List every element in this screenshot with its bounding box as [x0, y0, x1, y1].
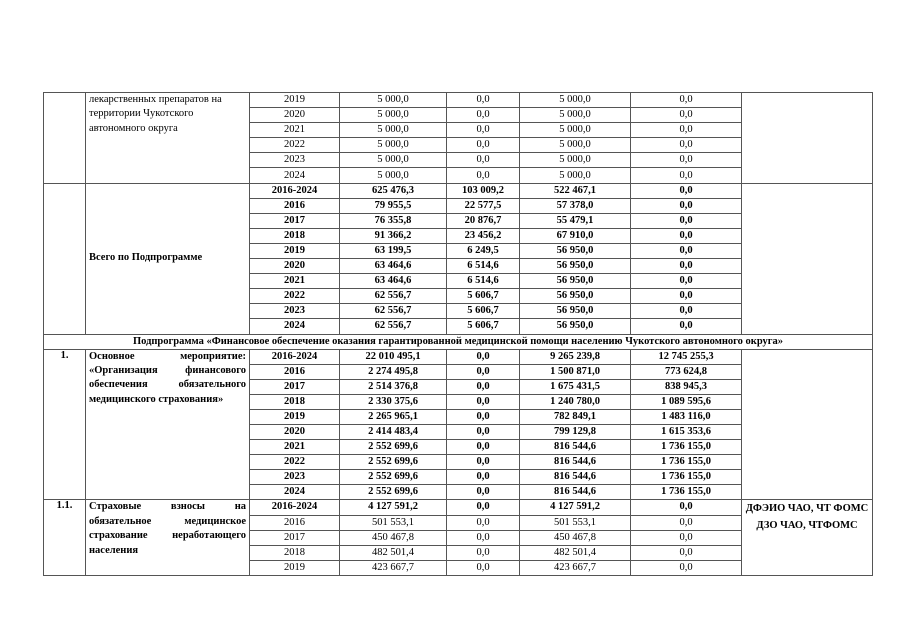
- year-cell: 2019: [250, 243, 340, 258]
- year-cell: 2024: [250, 168, 340, 183]
- year-cell: 2017: [250, 530, 340, 545]
- regional-cell: 5 000,0: [520, 168, 631, 183]
- activity-name-cell: Всего по Подпрограмме: [86, 183, 250, 334]
- federal-cell: 0,0: [447, 560, 520, 575]
- year-cell: 2018: [250, 545, 340, 560]
- federal-cell: 0,0: [447, 409, 520, 424]
- year-cell: 2020: [250, 108, 340, 123]
- subprogram-header-row: [44, 334, 873, 349]
- responsible-executor-cell: [742, 349, 873, 500]
- regional-cell: 816 544,6: [520, 455, 631, 470]
- federal-cell: 0,0: [447, 500, 520, 515]
- federal-cell: 0,0: [447, 545, 520, 560]
- regional-cell: 5 000,0: [520, 93, 631, 108]
- year-cell: 2020: [250, 424, 340, 439]
- total-cell: 2 265 965,1: [340, 409, 447, 424]
- budget-table: [43, 92, 873, 576]
- federal-cell: 6 249,5: [447, 243, 520, 258]
- regional-cell: 9 265 239,8: [520, 349, 631, 364]
- responsible-executor-text: ДФЭИО ЧАО, ЧТ ФОМС: [745, 503, 869, 515]
- other-cell: 0,0: [631, 228, 742, 243]
- total-cell: 63 464,6: [340, 274, 447, 289]
- total-cell: 2 514 376,8: [340, 379, 447, 394]
- year-cell: 2019: [250, 560, 340, 575]
- federal-cell: 0,0: [447, 364, 520, 379]
- total-cell: 482 501,4: [340, 545, 447, 560]
- year-cell: 2018: [250, 228, 340, 243]
- total-cell: 2 552 699,6: [340, 470, 447, 485]
- federal-cell: 20 876,7: [447, 213, 520, 228]
- other-cell: 0,0: [631, 319, 742, 334]
- responsible-executor-cell: [742, 500, 873, 575]
- regional-cell: 56 950,0: [520, 274, 631, 289]
- total-cell: 625 476,3: [340, 183, 447, 198]
- year-cell: 2021: [250, 440, 340, 455]
- total-cell: 5 000,0: [340, 108, 447, 123]
- total-cell: 5 000,0: [340, 123, 447, 138]
- total-cell: 62 556,7: [340, 304, 447, 319]
- table-row: [44, 93, 873, 108]
- regional-cell: 4 127 591,2: [520, 500, 631, 515]
- total-cell: 79 955,5: [340, 198, 447, 213]
- row-number-cell: 1.: [44, 349, 86, 500]
- other-cell: 0,0: [631, 530, 742, 545]
- regional-cell: 56 950,0: [520, 289, 631, 304]
- other-cell: 1 483 116,0: [631, 409, 742, 424]
- responsible-executor-cell: [742, 93, 873, 184]
- table-row: [44, 500, 873, 515]
- other-cell: 0,0: [631, 93, 742, 108]
- other-cell: 0,0: [631, 289, 742, 304]
- regional-cell: 56 950,0: [520, 259, 631, 274]
- federal-cell: 0,0: [447, 93, 520, 108]
- year-cell: 2016: [250, 198, 340, 213]
- other-cell: 0,0: [631, 108, 742, 123]
- year-cell: 2016-2024: [250, 500, 340, 515]
- federal-cell: 0,0: [447, 455, 520, 470]
- regional-cell: 816 544,6: [520, 440, 631, 455]
- total-cell: 62 556,7: [340, 319, 447, 334]
- federal-cell: 0,0: [447, 515, 520, 530]
- other-cell: 0,0: [631, 304, 742, 319]
- other-cell: 0,0: [631, 545, 742, 560]
- federal-cell: 0,0: [447, 470, 520, 485]
- total-cell: 2 274 495,8: [340, 364, 447, 379]
- regional-cell: 799 129,8: [520, 424, 631, 439]
- other-cell: 0,0: [631, 138, 742, 153]
- federal-cell: 0,0: [447, 424, 520, 439]
- other-cell: 1 089 595,6: [631, 394, 742, 409]
- other-cell: 0,0: [631, 153, 742, 168]
- regional-cell: 1 240 780,0: [520, 394, 631, 409]
- other-cell: 0,0: [631, 515, 742, 530]
- subprogram-title: Подпрограмма «Финансовое обеспечение оказания гарантированной медицинской помощи населению Чукотского автономного округа»: [44, 334, 873, 349]
- regional-cell: 501 553,1: [520, 515, 631, 530]
- federal-cell: 0,0: [447, 108, 520, 123]
- year-cell: 2019: [250, 409, 340, 424]
- other-cell: 0,0: [631, 198, 742, 213]
- total-cell: 450 467,8: [340, 530, 447, 545]
- other-cell: 0,0: [631, 213, 742, 228]
- other-cell: 0,0: [631, 500, 742, 515]
- regional-cell: 423 667,7: [520, 560, 631, 575]
- year-cell: 2016-2024: [250, 183, 340, 198]
- year-cell: 2016: [250, 364, 340, 379]
- year-cell: 2022: [250, 289, 340, 304]
- regional-cell: 57 378,0: [520, 198, 631, 213]
- total-cell: 5 000,0: [340, 138, 447, 153]
- total-cell: 63 199,5: [340, 243, 447, 258]
- year-cell: 2016-2024: [250, 349, 340, 364]
- federal-cell: 6 514,6: [447, 259, 520, 274]
- federal-cell: 5 606,7: [447, 289, 520, 304]
- other-cell: 0,0: [631, 183, 742, 198]
- table-row: [44, 183, 873, 198]
- federal-cell: 0,0: [447, 485, 520, 500]
- federal-cell: 103 009,2: [447, 183, 520, 198]
- federal-cell: 0,0: [447, 394, 520, 409]
- federal-cell: 0,0: [447, 168, 520, 183]
- other-cell: 1 736 155,0: [631, 485, 742, 500]
- regional-cell: 5 000,0: [520, 123, 631, 138]
- year-cell: 2021: [250, 274, 340, 289]
- total-cell: 2 552 699,6: [340, 440, 447, 455]
- federal-cell: 0,0: [447, 123, 520, 138]
- federal-cell: 0,0: [447, 379, 520, 394]
- regional-cell: 5 000,0: [520, 153, 631, 168]
- year-cell: 2017: [250, 379, 340, 394]
- regional-cell: 56 950,0: [520, 319, 631, 334]
- regional-cell: 56 950,0: [520, 304, 631, 319]
- total-cell: 5 000,0: [340, 168, 447, 183]
- budget-table-body: [44, 93, 873, 576]
- other-cell: 0,0: [631, 560, 742, 575]
- year-cell: 2018: [250, 394, 340, 409]
- total-cell: 22 010 495,1: [340, 349, 447, 364]
- year-cell: 2023: [250, 304, 340, 319]
- regional-cell: 67 910,0: [520, 228, 631, 243]
- activity-name-cell: Основное мероприятие: «Организация финансового обеспечения обязательного медицинского страхования»: [86, 349, 250, 500]
- responsible-executor-text: ДЗО ЧАО, ЧТФОМС: [756, 520, 858, 532]
- regional-cell: 1 675 431,5: [520, 379, 631, 394]
- total-cell: 4 127 591,2: [340, 500, 447, 515]
- federal-cell: 6 514,6: [447, 274, 520, 289]
- total-cell: 63 464,6: [340, 259, 447, 274]
- year-cell: 2022: [250, 138, 340, 153]
- total-cell: 91 366,2: [340, 228, 447, 243]
- total-cell: 76 355,8: [340, 213, 447, 228]
- total-cell: 2 414 483,4: [340, 424, 447, 439]
- year-cell: 2021: [250, 123, 340, 138]
- activity-name-cell: Страховые взносы на обязательное медицинское страхование неработающего населения: [86, 500, 250, 575]
- total-cell: 501 553,1: [340, 515, 447, 530]
- federal-cell: 22 577,5: [447, 198, 520, 213]
- row-number-cell: [44, 93, 86, 184]
- regional-cell: 5 000,0: [520, 108, 631, 123]
- federal-cell: 0,0: [447, 153, 520, 168]
- regional-cell: 5 000,0: [520, 138, 631, 153]
- regional-cell: 55 479,1: [520, 213, 631, 228]
- total-cell: 2 552 699,6: [340, 455, 447, 470]
- other-cell: 0,0: [631, 243, 742, 258]
- regional-cell: 482 501,4: [520, 545, 631, 560]
- other-cell: 12 745 255,3: [631, 349, 742, 364]
- other-cell: 1 736 155,0: [631, 455, 742, 470]
- other-cell: 773 624,8: [631, 364, 742, 379]
- row-number-cell: [44, 183, 86, 334]
- responsible-executor-cell: [742, 183, 873, 334]
- year-cell: 2016: [250, 515, 340, 530]
- total-cell: 2 330 375,6: [340, 394, 447, 409]
- federal-cell: 23 456,2: [447, 228, 520, 243]
- federal-cell: 5 606,7: [447, 304, 520, 319]
- other-cell: 0,0: [631, 123, 742, 138]
- total-cell: 2 552 699,6: [340, 485, 447, 500]
- regional-cell: 522 467,1: [520, 183, 631, 198]
- total-cell: 62 556,7: [340, 289, 447, 304]
- federal-cell: 0,0: [447, 530, 520, 545]
- federal-cell: 0,0: [447, 440, 520, 455]
- year-cell: 2024: [250, 485, 340, 500]
- regional-cell: 450 467,8: [520, 530, 631, 545]
- row-number-cell: 1.1.: [44, 500, 86, 575]
- year-cell: 2020: [250, 259, 340, 274]
- other-cell: 1 736 155,0: [631, 470, 742, 485]
- federal-cell: 5 606,7: [447, 319, 520, 334]
- year-cell: 2023: [250, 153, 340, 168]
- regional-cell: 816 544,6: [520, 485, 631, 500]
- year-cell: 2017: [250, 213, 340, 228]
- other-cell: 0,0: [631, 168, 742, 183]
- other-cell: 1 615 353,6: [631, 424, 742, 439]
- total-cell: 423 667,7: [340, 560, 447, 575]
- regional-cell: 1 500 871,0: [520, 364, 631, 379]
- regional-cell: 782 849,1: [520, 409, 631, 424]
- year-cell: 2024: [250, 319, 340, 334]
- other-cell: 0,0: [631, 274, 742, 289]
- table-row: [44, 349, 873, 364]
- year-cell: 2019: [250, 93, 340, 108]
- federal-cell: 0,0: [447, 138, 520, 153]
- other-cell: 1 736 155,0: [631, 440, 742, 455]
- activity-name-cell: лекарственных препаратов на территории Чукотского автономного округа: [86, 93, 250, 184]
- other-cell: 0,0: [631, 259, 742, 274]
- year-cell: 2022: [250, 455, 340, 470]
- year-cell: 2023: [250, 470, 340, 485]
- federal-cell: 0,0: [447, 349, 520, 364]
- total-cell: 5 000,0: [340, 153, 447, 168]
- regional-cell: 816 544,6: [520, 470, 631, 485]
- regional-cell: 56 950,0: [520, 243, 631, 258]
- other-cell: 838 945,3: [631, 379, 742, 394]
- total-cell: 5 000,0: [340, 93, 447, 108]
